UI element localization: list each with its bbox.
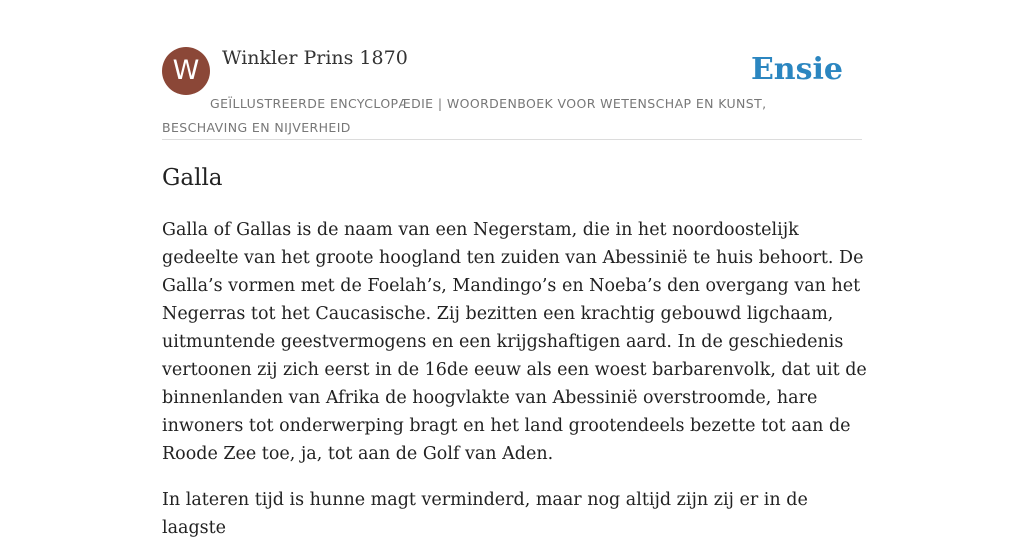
article-title: Galla [162, 165, 223, 191]
article-paragraph: In lateren tijd is hunne magt verminderd, maar nog altijd zijn zij er in de laagste [162, 490, 808, 538]
ensie-logo-link[interactable]: Ensie [750, 52, 843, 87]
article-body [162, 216, 867, 560]
source-title-link[interactable]: Winkler Prins 1870 [222, 47, 408, 69]
source-avatar[interactable]: W [162, 47, 210, 95]
source-subtitle: GEÏLLUSTREERDE ENCYCLOPÆDIE | WOORDENBOEK VOOR WETENSCHAP EN KUNST, BESCHAVING EN NIJVERHEID [162, 96, 767, 135]
article-paragraph: Galla of Gallas is de naam van een Negerstam, die in het noordoostelijk gedeelte van het groote hoogland ten zuiden van Abessinië te huis behoort. De Galla’s vormen met de Foelah’s, Mandingo’s en Noeba’s den overgang van het Negerras tot het Caucasische. Zij bezitten een krachtig gebouwd ligchaam, uitmuntende geestvermogens en een krijgshaftigen aard. In de geschiedenis vertoonen zij zich eerst in de 16de eeuw als een woest barbarenvolk, dat uit de binnenlanden van Afrika de hoogvlakte van Abessinië overstroomde, hare inwoners tot onderwerping bragt en het land grootendeels bezette tot aan de Roode Zee toe, ja, tot aan de Golf van Aden. [162, 220, 867, 464]
header [162, 46, 862, 140]
